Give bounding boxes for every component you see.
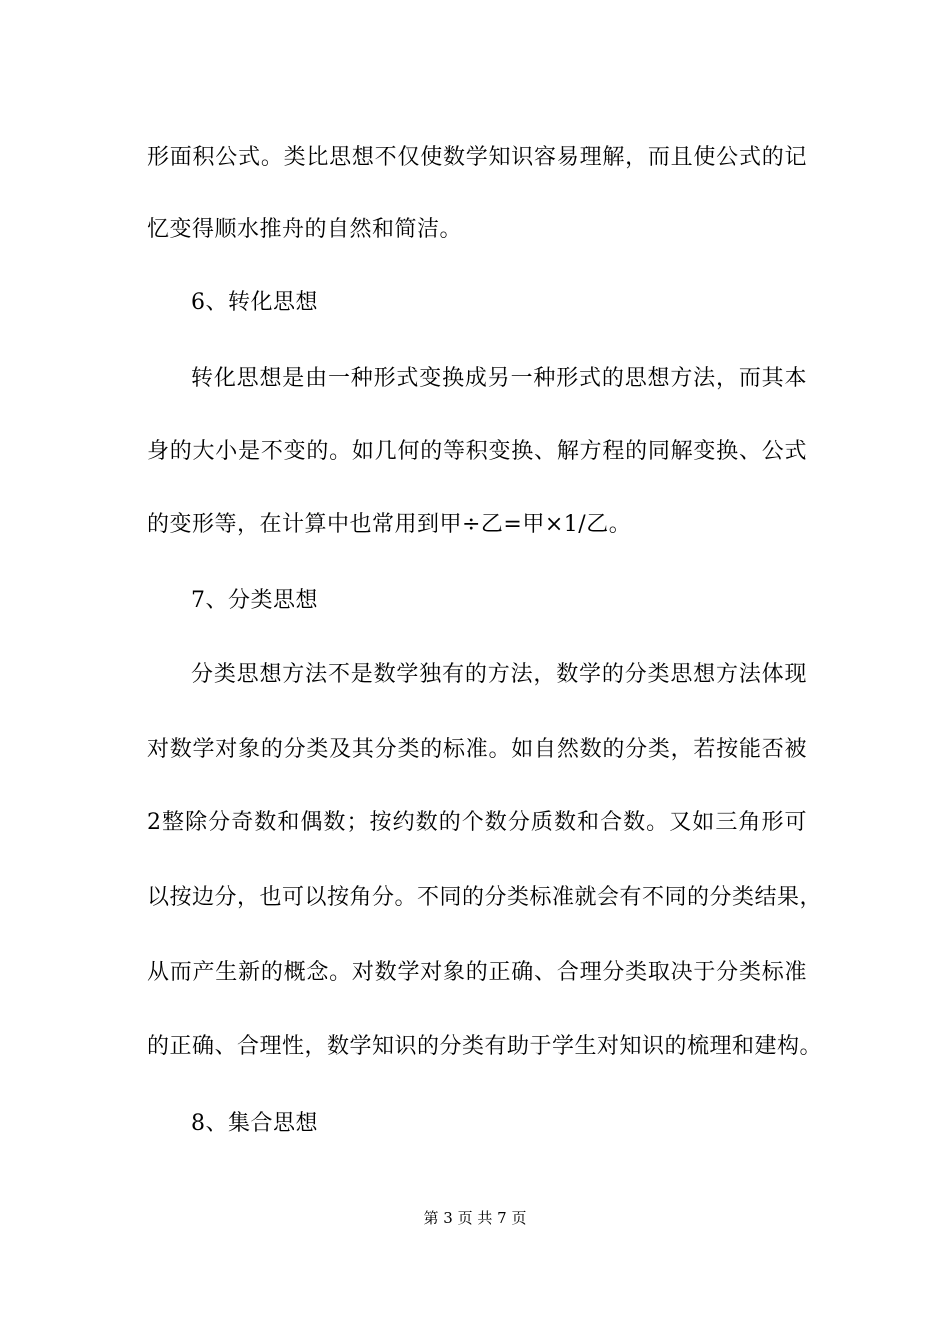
text-line: 对数学对象的分类及其分类的标准。如自然数的分类，若按能否被 [147, 737, 807, 762]
section-heading: 6、转化思想 [191, 290, 318, 315]
text-line: 的变形等，在计算中也常用到甲÷乙=甲×1/乙。 [147, 512, 632, 537]
text-line: 转化思想是由一种形式变换成另一种形式的思想方法，而其本 [191, 366, 807, 391]
page-number-footer: 第 3 页 共 7 页 [423, 1209, 527, 1227]
section-heading: 8、集合思想 [191, 1111, 318, 1136]
text-line: 从而产生新的概念。对数学对象的正确、合理分类取决于分类标准 [147, 960, 807, 985]
text-line: 分类思想方法不是数学独有的方法，数学的分类思想方法体现 [191, 662, 807, 687]
text-line: 形面积公式。类比思想不仅使数学知识容易理解，而且使公式的记 [147, 145, 807, 170]
text-line: 以按边分，也可以按角分。不同的分类标准就会有不同的分类结果， [147, 885, 823, 910]
text-line: 的正确、合理性，数学知识的分类有助于学生对知识的梳理和建构。 [147, 1034, 823, 1059]
text-line: 2整除分奇数和偶数；按约数的个数分质数和合数。又如三角形可 [147, 810, 807, 835]
text-line: 身的大小是不变的。如几何的等积变换、解方程的同解变换、公式 [147, 439, 807, 464]
section-heading: 7、分类思想 [191, 588, 318, 613]
text-line: 忆变得顺水推舟的自然和简洁。 [147, 217, 463, 242]
